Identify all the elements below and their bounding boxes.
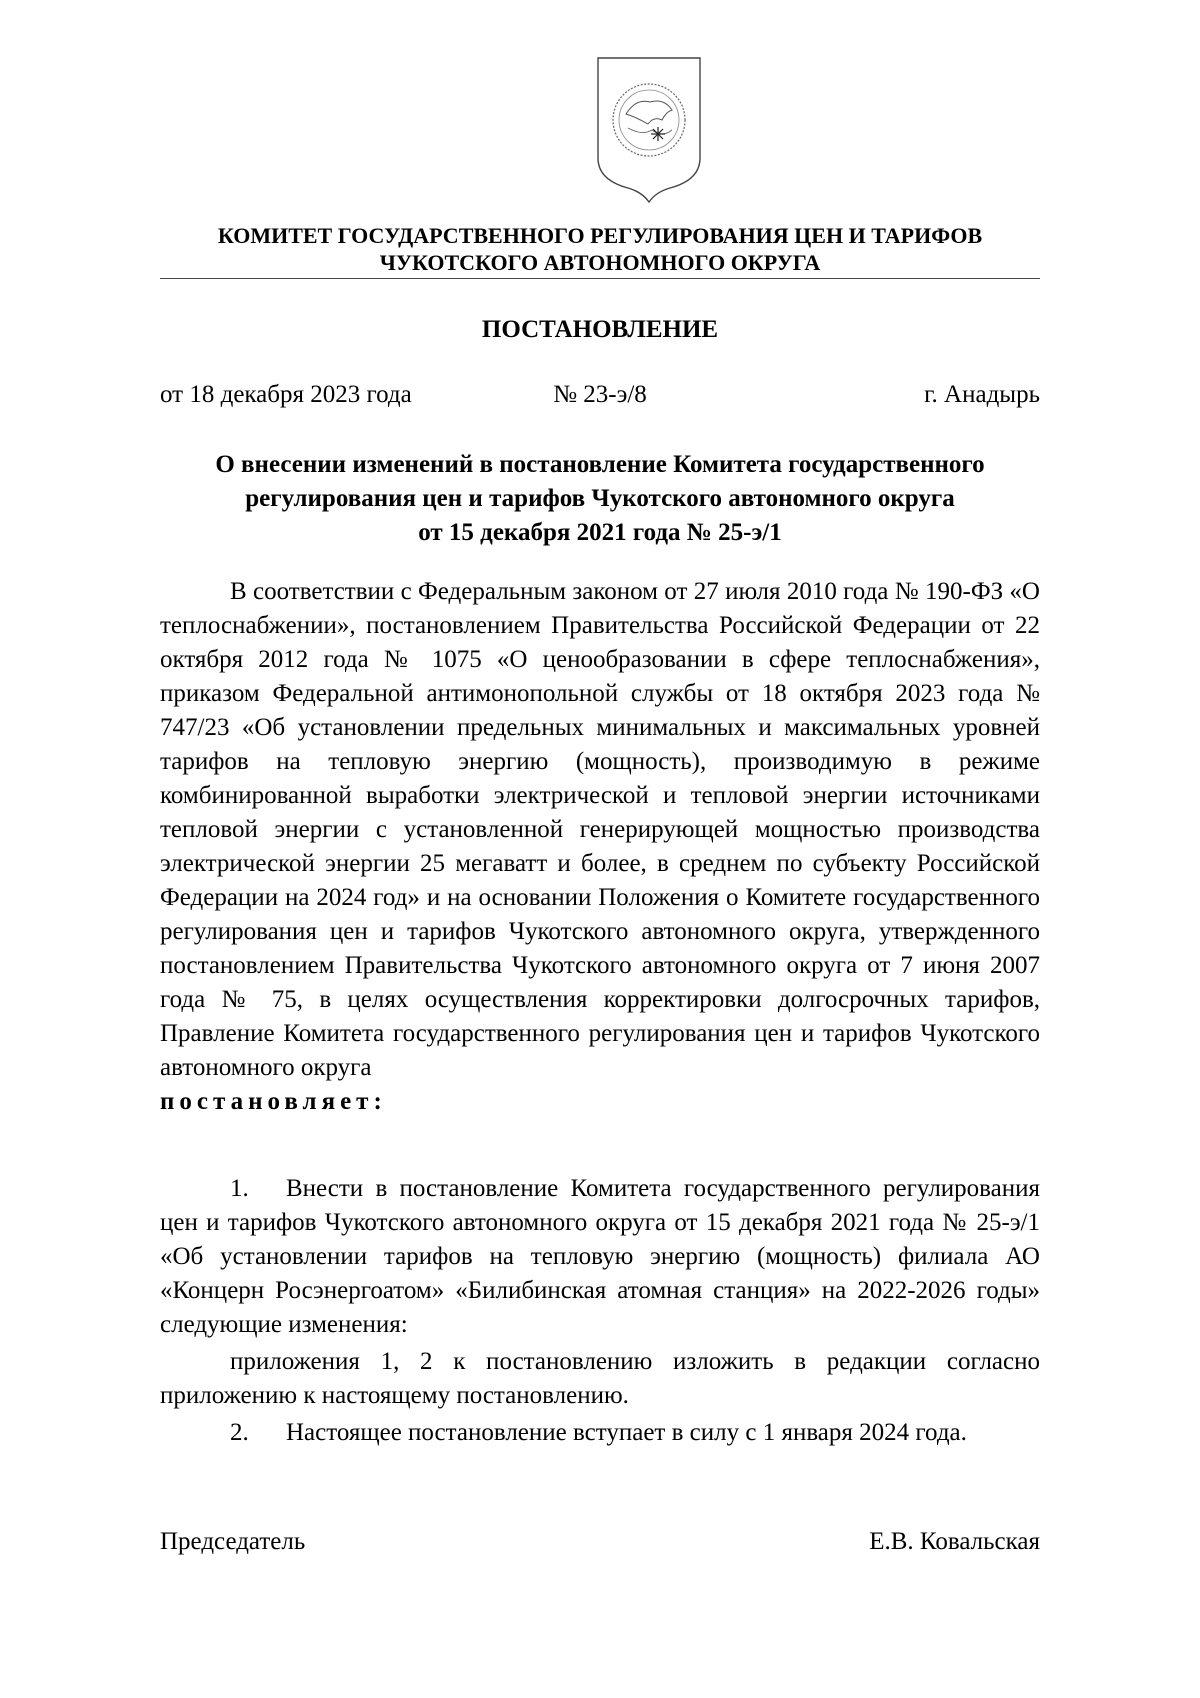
item-number: 1. <box>230 1175 249 1202</box>
committee-name-line1: КОМИТЕТ ГОСУДАРСТВЕННОГО РЕГУЛИРОВАНИЯ ЦЕН И ТАРИФОВ <box>217 223 983 248</box>
resolution-item-1-continuation <box>160 1345 1040 1413</box>
subject-line1: О внесении изменений в постановление Комитета государственного <box>215 451 985 478</box>
resolution-items <box>160 1172 1040 1453</box>
subject-line3: от 15 декабря 2021 года № 25-э/1 <box>418 519 782 546</box>
document-city: г. Анадырь <box>924 381 1040 408</box>
resolves-label: постановляет: <box>160 1088 387 1115</box>
resolution-item-2 <box>160 1416 1040 1450</box>
document-date: от 18 декабря 2023 года <box>160 381 412 408</box>
document-number: № 23-э/8 <box>553 381 647 408</box>
committee-name-line2: ЧУКОТСКОГО АВТОНОМНОГО ОКРУГА <box>379 250 821 275</box>
resolution-item-1 <box>160 1172 1040 1342</box>
document-type: ПОСТАНОВЛЕНИЕ <box>481 316 719 343</box>
item-text: приложения 1, 2 к постановлению изложить в редакции согласно приложению к настоящему постановлению. <box>160 1348 1040 1409</box>
coat-of-arms-icon <box>592 54 706 204</box>
subject-line2: регулирования цен и тарифов Чукотского автономного округа <box>245 485 955 512</box>
committee-name <box>160 222 1040 276</box>
signatory-name: Е.В. Ковальская <box>869 1528 1040 1555</box>
header-divider <box>160 278 1040 279</box>
item-text: Настоящее постановление вступает в силу с 1 января 2024 года. <box>286 1419 967 1446</box>
document-subject <box>160 448 1040 550</box>
document-meta <box>160 380 1040 414</box>
item-text: Внести в постановление Комитета государственного регулирования цен и тарифов Чукотского автономного округа от 15 декабря 2021 года № 25-э/1 «Об установлении тарифов на тепловую энергию (мощность) филиала АО «Концерн Росэнергоатом» «Билибинская атомная станция» на 2022-2026 годы» следующие изменения: <box>160 1175 1040 1338</box>
document-body <box>160 575 1040 1119</box>
item-number: 2. <box>230 1419 249 1446</box>
preamble-paragraph: В соответствии с Федеральным законом от 27 июля 2010 года № 190-ФЗ «О теплоснабжении», постановлением Правительства Российской Федерации от 22 октября 2012 года № 1075 «О ценообразовании в сфере теплоснабжения», приказом Федеральной антимонопольной службы от 18 октября 2023 года № 747/23 «Об установлении предельных минимальных и максимальных уровней тарифов на тепловую энергию (мощность), производимую в режиме комбинированной выработки электрической и тепловой энергии источниками тепловой энергии с установленной генерирующей мощностью производства электрической энергии 25 мегаватт и более, в среднем по субъекту Российской Федерации на 2024 год» и на основании Положения о Комитете государственного регулирования цен и тарифов Чукотского автономного округа, утвержденного постановлением Правительства Чукотского автономного округа от 7 июня 2007 года № 75, в целях осуществления корректировки долгосрочных тарифов, Правление Комитета государственного регулирования цен и тарифов Чукотского автономного округа <box>160 578 1040 1081</box>
signatory-role: Председатель <box>160 1528 306 1555</box>
